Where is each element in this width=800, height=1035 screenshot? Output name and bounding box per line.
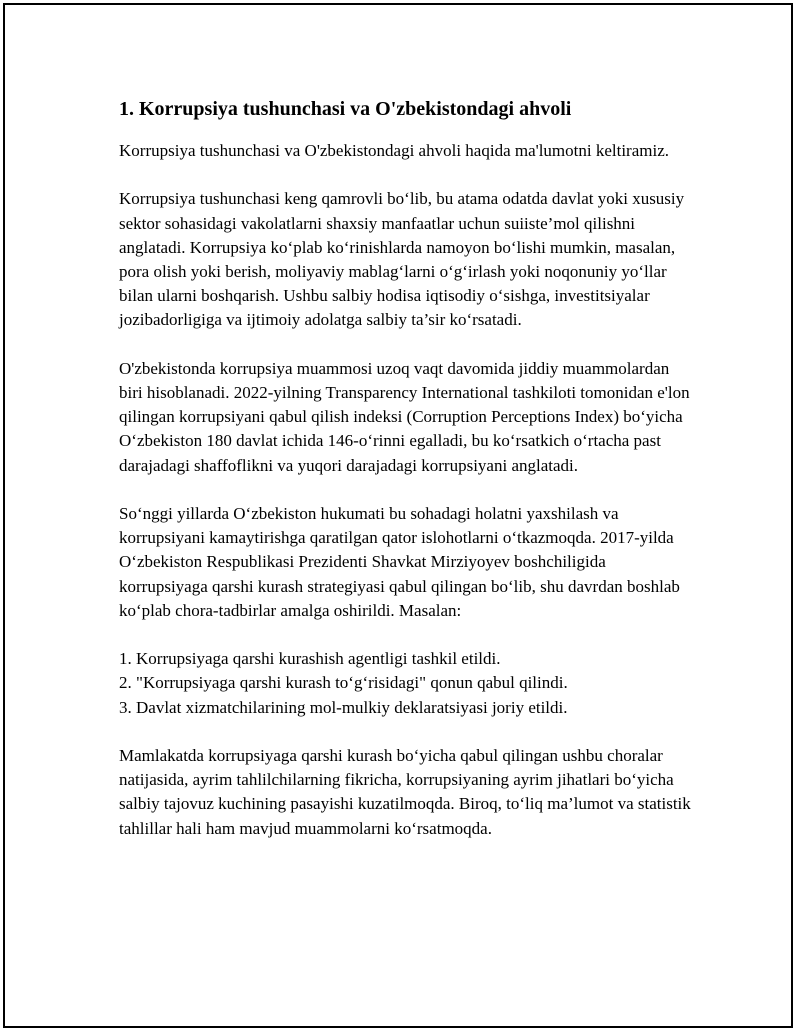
list-item: 1. Korrupsiyaga qarshi kurashish agentligi tashkil etildi. [119, 649, 501, 669]
document-content [119, 96, 691, 865]
definition-paragraph: Korrupsiya tushunchasi keng qamrovli bo‘lib, bu atama odatda davlat yoki xususiy sektor sohasidagi vakolatlarni shaxsiy manfaatlar uchun suiiste’mol qilishni anglatadi. Korrupsiya ko‘plab ko‘rinishlarda namoyon bo‘lishi mumkin, masalan, pora olish yoki berish, moliyaviy mablag‘larni o‘g‘irlash yoki noqonuniy yo‘llar bilan ularni boshqarish. Ushbu salbiy hodisa iqtisodiy o‘sishga, investitsiyalar jozibadorligiga va ijtimoiy adolatga salbiy ta’sir ko‘rsatadi. [119, 189, 685, 330]
measures-list [119, 647, 691, 720]
list-item: 3. Davlat xizmatchilarining mol-mulkiy deklaratsiyasi joriy etildi. [119, 697, 568, 717]
intro-paragraph: Korrupsiya tushunchasi va O'zbekistondagi ahvoli haqida ma'lumotni keltiramiz. [119, 141, 670, 160]
conclusion-paragraph: Mamlakatda korrupsiyaga qarshi kurash bo‘yicha qabul qilingan ushbu choralar natijasida, ayrim tahlilchilarning fikricha, korrupsiyaning ayrim jihatlari bo‘yicha salbiy tajovuz kuchining pasayishi kuzatilmoqda. Biroq, to‘liq ma’lumot va statistik tahlillar hali ham mavjud muammolarni ko‘rsatmoqda. [119, 746, 691, 838]
list-item: 2. "Korrupsiyaga qarshi kurash to‘g‘risidagi" qonun qabul qilindi. [119, 673, 568, 693]
situation-paragraph: O'zbekistonda korrupsiya muammosi uzoq vaqt davomida jiddiy muammolardan biri hisoblanadi. 2022-yilning Transparency International tashkiloti tomonidan e'lon qilingan korrupsiyani qabul qilish indeksi (Corruption Perceptions Index) bo‘yicha O‘zbekiston 180 davlat ichida 146-o‘rinni egalladi, bu ko‘rsatkich o‘rtacha past darajadagi shaffoflikni va yuqori darajadagi korrupsiyani anglatadi. [119, 358, 690, 475]
document-page [3, 3, 793, 1028]
reforms-paragraph: So‘nggi yillarda O‘zbekiston hukumati bu sohadagi holatni yaxshilash va korrupsiyani kamaytirishga qaratilgan qator islohotlarni o‘tkazmoqda. 2017-yilda O‘zbekiston Respublikasi Prezidenti Shavkat Mirziyoyev boshchiligida korrupsiyaga qarshi kurash strategiyasi qabul qilingan bo‘lib, shu davrdan boshlab ko‘plab chora-tadbirlar amalga oshirildi. Masalan: [119, 504, 680, 620]
document-title: 1. Korrupsiya tushunchasi va O'zbekistondagi ahvoli [119, 98, 572, 120]
